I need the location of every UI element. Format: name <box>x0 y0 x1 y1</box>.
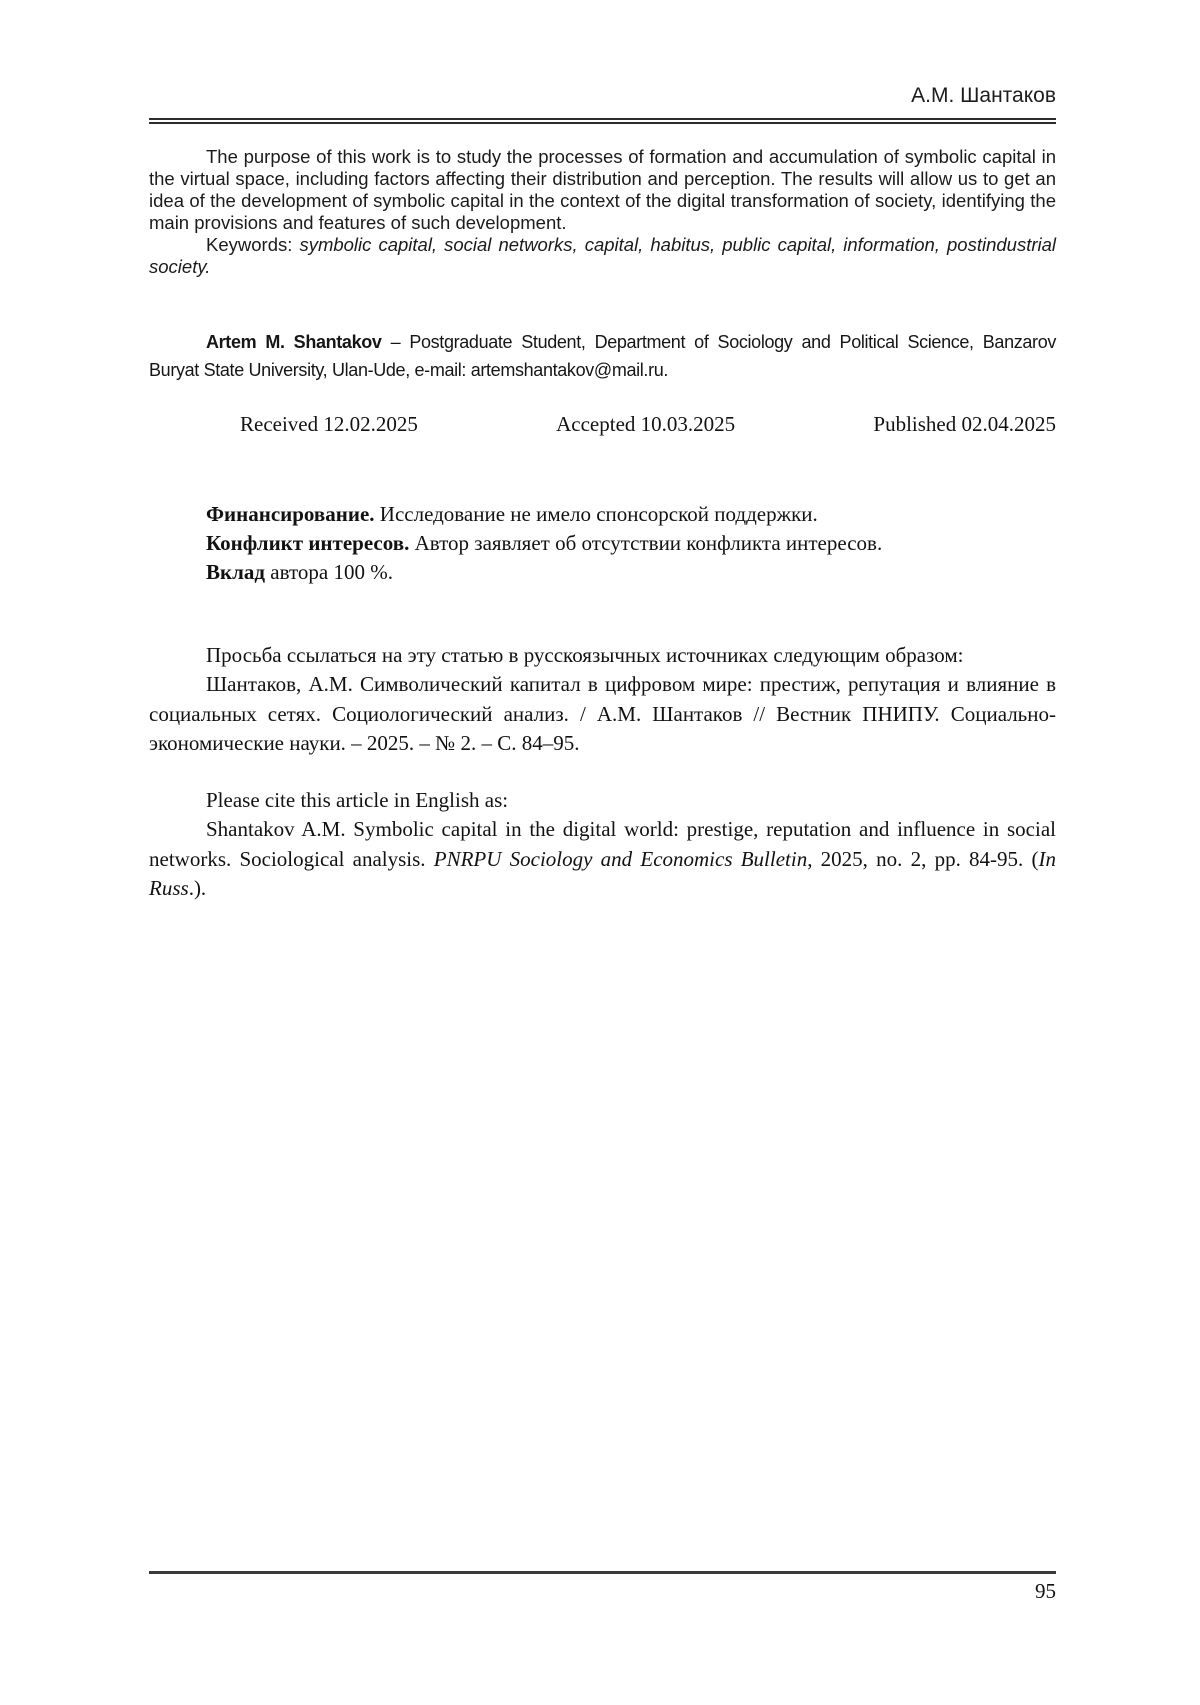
citation-english-section <box>149 786 1056 903</box>
accepted-date: Accepted 10.03.2025 <box>556 412 736 436</box>
keywords-paragraph <box>149 234 1056 278</box>
funding-label: Финансирование. <box>206 502 375 526</box>
author-affiliation: – Postgraduate Student, Department of Sociology and Political Science, Banzarov Buryat State University, Ulan-Ude, e-mail: artemshantakov@mail.ru. <box>149 332 1057 380</box>
funding-text: Исследование не имело спонсорской поддержки. <box>374 502 818 526</box>
citation-en-part1: Shantakov A.M. Symbolic capital in the digital world: prestige, reputation and influence in social networks. Sociological analysis. <box>149 817 1056 871</box>
conflict-text: Автор заявляет об отсутствии конфликта интересов. <box>409 531 883 555</box>
contribution-label: Вклад <box>206 560 266 584</box>
citation-russian-section <box>149 641 1056 758</box>
citation-en-part3: .). <box>188 876 207 901</box>
contribution-text: автора 100 %. <box>265 560 393 584</box>
abstract-purpose-text: The purpose of this work is to study the processes of formation and accumulation of symbolic capital in the virtual space, including factors affecting their distribution and perception. The results will allow us to get an idea of the development of symbolic capital in the context of the digital transformation of society, identifying the main provisions and features of such development. <box>149 146 1056 233</box>
published-date: Published 02.04.2025 <box>873 412 1056 436</box>
article-dates <box>149 410 1056 438</box>
page-number: 95 <box>1035 1579 1056 1603</box>
statements-section <box>149 500 1056 587</box>
abstract-section <box>149 146 1056 278</box>
citation-en-journal: PNRPU Sociology and Economics Bulletin <box>433 846 808 871</box>
keywords-label: Keywords: <box>206 234 300 255</box>
citation-en-intro: Please cite this article in English as: <box>206 788 509 813</box>
citation-en-in-russ: In Russ <box>149 846 1056 901</box>
funding-statement <box>149 500 1056 529</box>
page-content <box>149 0 1056 903</box>
conflict-statement <box>149 529 1056 558</box>
citation-ru-intro: Просьба ссылаться на эту статью в русскоязычных источниках следующим образом: <box>206 643 964 667</box>
received-date: Received 12.02.2025 <box>240 412 418 436</box>
citation-en-text <box>149 815 1056 903</box>
running-head-author: А.М. Шантаков <box>911 84 1056 107</box>
author-name: Artem M. Shantakov <box>206 332 382 352</box>
contribution-statement <box>149 558 1056 587</box>
abstract-purpose-paragraph <box>149 146 1056 234</box>
conflict-label: Конфликт интересов. <box>206 531 410 555</box>
footer-rule <box>149 1571 1056 1574</box>
keywords-list: symbolic capital, social networks, capital, habitus, public capital, information, postindustrial society. <box>149 234 1057 277</box>
citation-en-part2: , 2025, no. 2, pp. 84-95. ( <box>807 846 1039 871</box>
citation-ru-text: Шантаков, А.М. Символический капитал в цифровом мире: престиж, репутация и влияние в социальных сетях. Социологический анализ. / А.М. Шантаков // Вестник ПНИПУ. Социально-экономические науки. – 2025. – № 2. – С. 84–95. <box>149 672 1056 755</box>
header-double-rule <box>149 118 1056 124</box>
author-info <box>149 328 1056 384</box>
